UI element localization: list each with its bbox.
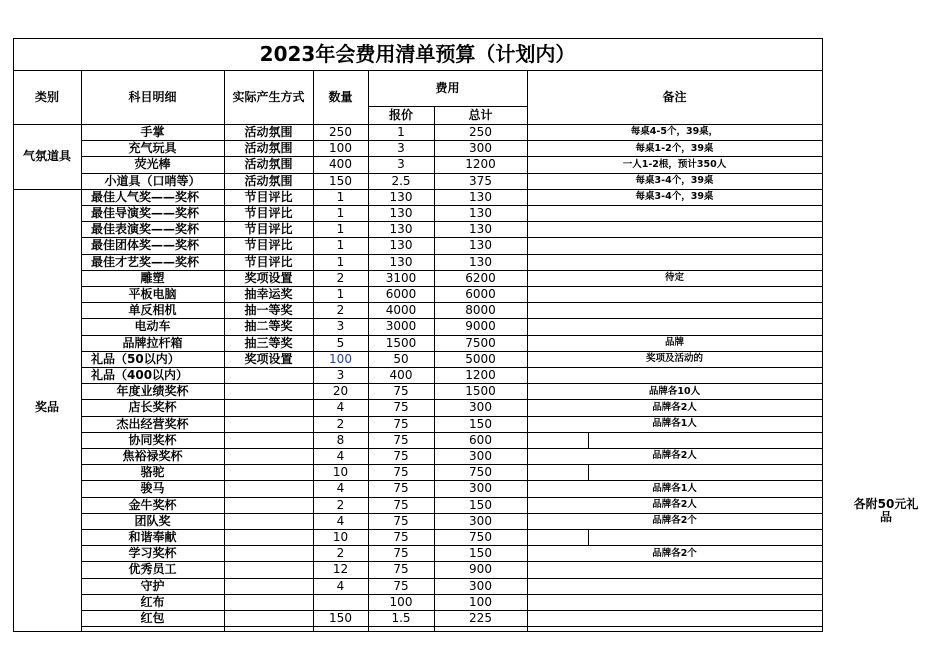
item-name: 礼品（50以内）: [91, 351, 180, 366]
unit-price: 75: [393, 449, 409, 464]
method: [224, 610, 313, 626]
grid-line: [13, 189, 823, 190]
grid-line: [81, 578, 823, 579]
total-cost: 9000: [465, 319, 496, 334]
grid-line: [81, 432, 823, 433]
item-name: 最佳团体奖——奖杯: [91, 238, 200, 253]
item-name: 焦裕禄奖杯: [122, 449, 183, 464]
header-method: 实际产生方式: [232, 90, 305, 104]
remark: 每桌4-5个，39桌，: [630, 126, 719, 138]
quantity: 100: [329, 141, 352, 156]
total-cost: 150: [469, 416, 492, 431]
remark: [527, 529, 822, 545]
quantity: 20: [332, 384, 349, 399]
grid-line: [588, 529, 589, 545]
grid-line: [81, 561, 823, 562]
unit-price: 75: [393, 384, 409, 399]
unit-price: 1: [397, 125, 405, 140]
unit-price: 100: [389, 594, 413, 609]
grid-line: [81, 448, 823, 449]
total-cost: 8000: [465, 303, 496, 318]
grid-line: [81, 335, 823, 336]
grid-line: [81, 286, 823, 287]
unit-price: 75: [393, 481, 409, 496]
total-cost: 150: [469, 497, 492, 512]
total-cost: 1200: [465, 368, 496, 383]
unit-price: 75: [393, 546, 409, 561]
method: 节目评比: [244, 206, 293, 221]
total-cost: 300: [469, 481, 492, 496]
grid-line: [81, 610, 823, 611]
unit-price: 6000: [385, 287, 417, 302]
quantity: 5: [336, 335, 345, 350]
item-name: 和谐奉献: [128, 530, 177, 545]
unit-price: 130: [389, 238, 413, 253]
remark: 品牌各10人: [648, 385, 701, 397]
remark: [527, 318, 822, 334]
method: 节目评比: [244, 238, 293, 253]
remark: [527, 594, 822, 610]
side-note: 各附50元礼品: [853, 497, 919, 524]
category-label: 奖品: [34, 400, 59, 415]
item-name: 电动车: [134, 319, 171, 334]
grid-line: [81, 156, 823, 157]
remark: 品牌各2个: [652, 547, 697, 559]
method: [224, 529, 313, 545]
remark: [527, 610, 822, 626]
remark: 每桌3-4个，39桌: [635, 174, 714, 186]
item-name: 年度业绩奖杯: [116, 384, 189, 399]
unit-price: 2.5: [391, 173, 411, 188]
total-cost: 300: [469, 513, 492, 528]
method: 活动氛围: [244, 157, 293, 172]
total-cost: 750: [469, 465, 492, 480]
unit-price: 130: [389, 222, 413, 237]
quantity: 2: [336, 270, 345, 285]
quantity: 2: [336, 416, 345, 431]
total-cost: 7500: [465, 335, 496, 350]
method: [224, 578, 313, 594]
remark: 待定: [664, 272, 684, 284]
unit-price: 1.5: [391, 611, 411, 626]
grid-line: [81, 237, 823, 238]
item-name: 店长奖杯: [128, 400, 177, 415]
total-cost: 130: [469, 254, 492, 269]
item-name: 杰出经营奖杯: [116, 416, 189, 431]
header-item: 科目明细: [128, 90, 177, 104]
grid-line: [13, 70, 823, 71]
total-cost: 1500: [465, 384, 496, 399]
quantity: 3: [336, 368, 345, 383]
grid-line: [588, 432, 589, 448]
quantity: 12: [332, 562, 349, 577]
quantity: 4: [336, 513, 345, 528]
remark: 品牌各2人: [652, 498, 697, 510]
total-cost: 300: [469, 578, 492, 593]
total-cost: 900: [469, 562, 492, 577]
quantity: 4: [336, 400, 345, 415]
remark: 品牌各2个: [652, 515, 697, 527]
grid-line: [81, 140, 823, 141]
grid-line: [527, 70, 528, 632]
grid-line: [13, 124, 823, 125]
method: 抽二等奖: [244, 319, 293, 334]
method: [224, 545, 313, 561]
method: 节目评比: [244, 189, 293, 204]
item-name: 红包: [140, 611, 165, 626]
method: [224, 432, 313, 448]
quantity: 4: [336, 481, 345, 496]
item-name: 单反相机: [128, 303, 177, 318]
grid-line: [81, 464, 823, 465]
item-name: 骆驼: [140, 465, 165, 480]
remark: 一人1-2根，预计350人: [622, 158, 727, 170]
item-name: 优秀员工: [128, 562, 177, 577]
grid-line: [81, 221, 823, 222]
item-name: 充气玩具: [128, 141, 177, 156]
header-remark: 备注: [662, 90, 687, 104]
grid-line: [81, 383, 823, 384]
total-cost: 150: [469, 546, 492, 561]
method: 活动氛围: [244, 173, 293, 188]
total-cost: 130: [469, 222, 492, 237]
quantity: 1: [336, 222, 345, 237]
unit-price: 1500: [385, 335, 417, 350]
method: 奖项设置: [244, 270, 293, 285]
grid-line: [13, 631, 823, 632]
remark: [527, 205, 822, 221]
method: [224, 480, 313, 496]
quantity: 2: [336, 497, 345, 512]
total-cost: 100: [469, 594, 492, 609]
total-cost: 750: [469, 530, 492, 545]
grid-line: [434, 106, 435, 632]
remark: 品牌各2人: [652, 450, 697, 462]
item-name: 最佳人气奖——奖杯: [91, 189, 200, 204]
quantity: 1: [336, 254, 345, 269]
grid-line: [81, 497, 823, 498]
grid-line: [81, 545, 823, 546]
item-name: 协同奖杯: [128, 432, 177, 447]
total-cost: 300: [469, 449, 492, 464]
grid-line: [368, 70, 369, 632]
item-name: 雕塑: [140, 270, 165, 285]
unit-price: 75: [393, 497, 409, 512]
method: [224, 448, 313, 464]
grid-line: [81, 70, 82, 632]
remark: [527, 464, 822, 480]
method: [224, 561, 313, 577]
unit-price: 75: [393, 416, 409, 431]
unit-price: 50: [393, 351, 409, 366]
header-total: 总计: [468, 108, 493, 122]
method: 奖项设置: [244, 351, 293, 366]
method: [224, 416, 313, 432]
unit-price: 130: [389, 206, 413, 221]
quantity: 150: [329, 611, 352, 626]
grid-line: [368, 106, 528, 107]
grid-line: [81, 367, 823, 368]
item-name: 团队奖: [134, 513, 171, 528]
grid-line: [224, 70, 225, 632]
grid-line: [588, 464, 589, 480]
remark: [527, 286, 822, 302]
item-name: 学习奖杯: [128, 546, 177, 561]
remark: 每桌1-2个，39桌: [635, 142, 714, 154]
grid-line: [81, 399, 823, 400]
unit-price: 4000: [385, 303, 417, 318]
sheet-title: 2023年会费用清单预算（计划内）: [259, 42, 576, 66]
grid-line: [81, 205, 823, 206]
quantity: 1: [336, 238, 345, 253]
grid-line: [13, 38, 823, 39]
quantity: 1: [336, 206, 345, 221]
total-cost: 300: [469, 141, 492, 156]
method: 抽幸运奖: [244, 287, 293, 302]
total-cost: 5000: [465, 351, 496, 366]
quantity: 1: [336, 189, 345, 204]
item-name: 平板电脑: [128, 287, 177, 302]
item-name: 荧光棒: [134, 157, 171, 172]
grid-line: [81, 351, 823, 352]
method: 活动氛围: [244, 125, 293, 140]
unit-price: 3: [397, 141, 405, 156]
remark: [527, 254, 822, 270]
remark: [527, 302, 822, 318]
unit-price: 75: [393, 465, 409, 480]
method: 抽一等奖: [244, 303, 293, 318]
unit-price: 75: [393, 530, 409, 545]
item-name: 礼品（400以内）: [91, 368, 189, 383]
unit-price: 75: [393, 400, 409, 415]
remark: 品牌各2人: [652, 401, 697, 413]
total-cost: 130: [469, 238, 492, 253]
remark: 品牌各1人: [652, 417, 697, 429]
remark: [527, 367, 822, 383]
item-name: 守护: [140, 578, 165, 593]
item-name: 金牛奖杯: [128, 497, 177, 512]
total-cost: 600: [469, 432, 492, 447]
quantity: 10: [332, 465, 349, 480]
quantity: 2: [336, 546, 345, 561]
item-name: 小道具（口哨等）: [104, 173, 201, 188]
unit-price: 130: [389, 189, 413, 204]
unit-price: 75: [393, 578, 409, 593]
method: 节目评比: [244, 222, 293, 237]
quantity: 8: [336, 432, 345, 447]
unit-price: 75: [393, 562, 409, 577]
quantity: 100: [329, 351, 352, 366]
remark: 品牌: [664, 336, 684, 348]
method: [224, 367, 313, 383]
total-cost: 300: [469, 400, 492, 415]
item-name: 红布: [140, 594, 165, 609]
method: [224, 464, 313, 480]
method: [224, 497, 313, 513]
remark: [527, 432, 822, 448]
unit-price: 400: [389, 368, 413, 383]
quantity: 10: [332, 530, 349, 545]
quantity: 4: [336, 449, 345, 464]
item-name: 手掌: [140, 125, 165, 140]
grid-line: [81, 529, 823, 530]
remark: [527, 561, 822, 577]
unit-price: 75: [393, 432, 409, 447]
grid-line: [81, 594, 823, 595]
unit-price: 75: [393, 513, 409, 528]
total-cost: 6000: [465, 287, 496, 302]
remark: 奖项及活动的: [645, 353, 703, 365]
quantity: 3: [336, 319, 345, 334]
remark: [527, 221, 822, 237]
category-label: 气氛道具: [22, 149, 71, 164]
item-name: 最佳表演奖——奖杯: [91, 222, 200, 237]
item-name: 最佳导演奖——奖杯: [91, 206, 200, 221]
header-qty: 数量: [328, 90, 353, 104]
grid-line: [81, 302, 823, 303]
header-cost: 费用: [435, 81, 460, 95]
grid-line: [13, 38, 14, 632]
method: [224, 399, 313, 415]
item-name: 骏马: [140, 481, 165, 496]
method: [224, 513, 313, 529]
grid-line: [81, 270, 823, 271]
item-name: 最佳才艺奖——奖杯: [91, 254, 200, 269]
quantity: 150: [329, 173, 352, 188]
grid-line: [81, 318, 823, 319]
unit-price: 3100: [385, 270, 417, 285]
grid-line: [81, 254, 823, 255]
total-cost: 225: [469, 611, 492, 626]
remark: 品牌各1人: [652, 482, 697, 494]
remark: [527, 578, 822, 594]
remark: 每桌3-4个，39桌: [635, 191, 714, 203]
quantity: [313, 594, 368, 610]
unit-price: 130: [389, 254, 413, 269]
quantity: 400: [329, 157, 352, 172]
total-cost: 375: [469, 173, 492, 188]
method: [224, 383, 313, 399]
quantity: 1: [336, 287, 345, 302]
quantity: 4: [336, 578, 345, 593]
method: 抽三等奖: [244, 335, 293, 350]
item-name: 品牌拉杆箱: [122, 335, 183, 350]
total-cost: 1200: [465, 157, 496, 172]
total-cost: 6200: [465, 270, 496, 285]
grid-line: [81, 513, 823, 514]
total-cost: 130: [469, 189, 492, 204]
grid-line: [313, 70, 314, 632]
method: 节目评比: [244, 254, 293, 269]
total-cost: 250: [469, 125, 492, 140]
grid-line: [81, 626, 823, 627]
method: [224, 594, 313, 610]
grid-line: [81, 480, 823, 481]
total-cost: 130: [469, 206, 492, 221]
header-category: 类别: [34, 90, 59, 104]
quantity: 2: [336, 303, 345, 318]
grid-line: [81, 173, 823, 174]
remark: [527, 237, 822, 253]
unit-price: 3: [397, 157, 405, 172]
grid-line: [822, 38, 823, 632]
unit-price: 3000: [385, 319, 417, 334]
header-price: 报价: [388, 108, 413, 122]
quantity: 250: [329, 125, 352, 140]
grid-line: [81, 416, 823, 417]
method: 活动氛围: [244, 141, 293, 156]
